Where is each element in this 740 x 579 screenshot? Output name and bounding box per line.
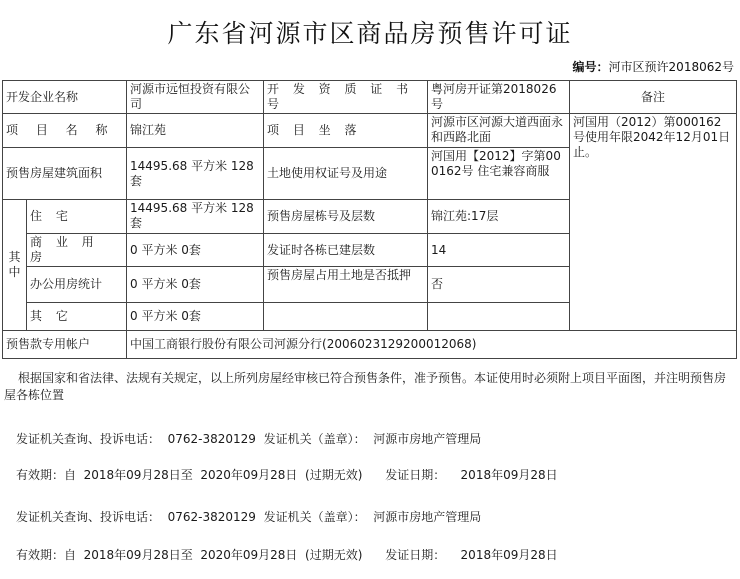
contact-line: 发证机关查询、投诉电话： 0762-3820129 发证机关（盖章）： 河源市房地产管理局 bbox=[16, 510, 482, 524]
area-value: 14495.68 平方米 128套 bbox=[127, 148, 264, 200]
area-label: 预售房屋建筑面积 bbox=[3, 148, 127, 200]
sub-items-side-label: 其 中 bbox=[3, 200, 27, 331]
floors-value: 14 bbox=[428, 234, 570, 267]
blank-cell bbox=[428, 303, 570, 331]
document-number bbox=[573, 58, 734, 75]
other-label: 其 它 bbox=[27, 303, 127, 331]
remark-label: 备注 bbox=[570, 81, 737, 114]
contact-line: 发证机关查询、投诉电话： 0762-3820129 发证机关（盖章）： 河源市房地产管理局 bbox=[16, 432, 482, 446]
land-value: 河国用【2012】字第000162号 住宅兼容商服 bbox=[428, 148, 570, 200]
table-row bbox=[3, 331, 737, 359]
table-row bbox=[3, 114, 737, 148]
building-label: 预售房屋栋号及层数 bbox=[264, 200, 428, 234]
certificate-table bbox=[2, 80, 737, 359]
mortgage-value: 否 bbox=[428, 267, 570, 303]
developer-label: 开发企业名称 bbox=[3, 81, 127, 114]
remark-value: 河国用（2012）第000162号使用年限2042年12月01日止。 bbox=[570, 114, 737, 331]
office-value: 0 平方米 0套 bbox=[127, 267, 264, 303]
floors-label: 发证时各栋已建层数 bbox=[264, 234, 428, 267]
certificate-title: 广东省河源市区商品房预售许可证 bbox=[167, 19, 573, 48]
project-value: 锦江苑 bbox=[127, 114, 264, 148]
account-label: 预售款专用帐户 bbox=[3, 331, 127, 359]
validity-line: 有效期：自 2018年09月28日至 2020年09月28日 (过期无效) 发证日期： 2018年09月28日 bbox=[16, 468, 558, 482]
commercial-value: 0 平方米 0套 bbox=[127, 234, 264, 267]
other-value: 0 平方米 0套 bbox=[127, 303, 264, 331]
table-row bbox=[3, 81, 737, 114]
office-label: 办公用房统计 bbox=[27, 267, 127, 303]
validity-line: 有效期：自 2018年09月28日至 2020年09月28日 (过期无效) 发证日期： 2018年09月28日 bbox=[16, 548, 558, 562]
commercial-label: 商 业 用 房 bbox=[27, 234, 127, 267]
project-label: 项 目 名 称 bbox=[3, 114, 127, 148]
cert-value: 粤河房开证第2018026号 bbox=[428, 81, 570, 114]
document-number-label: 编号： bbox=[572, 60, 609, 74]
building-value: 锦江苑:17层 bbox=[428, 200, 570, 234]
account-value: 中国工商银行股份有限公司河源分行(2006023129200012068) bbox=[127, 331, 737, 359]
location-label: 项 目 坐 落 bbox=[264, 114, 428, 148]
document-number-value: 河市区预许2018062号 bbox=[608, 60, 734, 74]
blank-cell bbox=[264, 303, 428, 331]
location-value: 河源市区河源大道西面永和西路北面 bbox=[428, 114, 570, 148]
residential-value: 14495.68 平方米 128套 bbox=[127, 200, 264, 234]
approval-statement: 根据国家和省法律、法规有关规定，以上所列房屋经审核已符合预售条件，准予预售。本证使用时必须附上项目平面图，并注明预售房屋各栋位置 bbox=[4, 371, 727, 402]
mortgage-label: 预售房屋占用土地是否抵押 bbox=[264, 267, 428, 303]
developer-value: 河源市远恒投资有限公司 bbox=[127, 81, 264, 114]
cert-label: 开 发 资 质 证 书 号 bbox=[264, 81, 428, 114]
land-label: 土地使用权证号及用途 bbox=[264, 148, 428, 200]
residential-label: 住 宅 bbox=[27, 200, 127, 234]
